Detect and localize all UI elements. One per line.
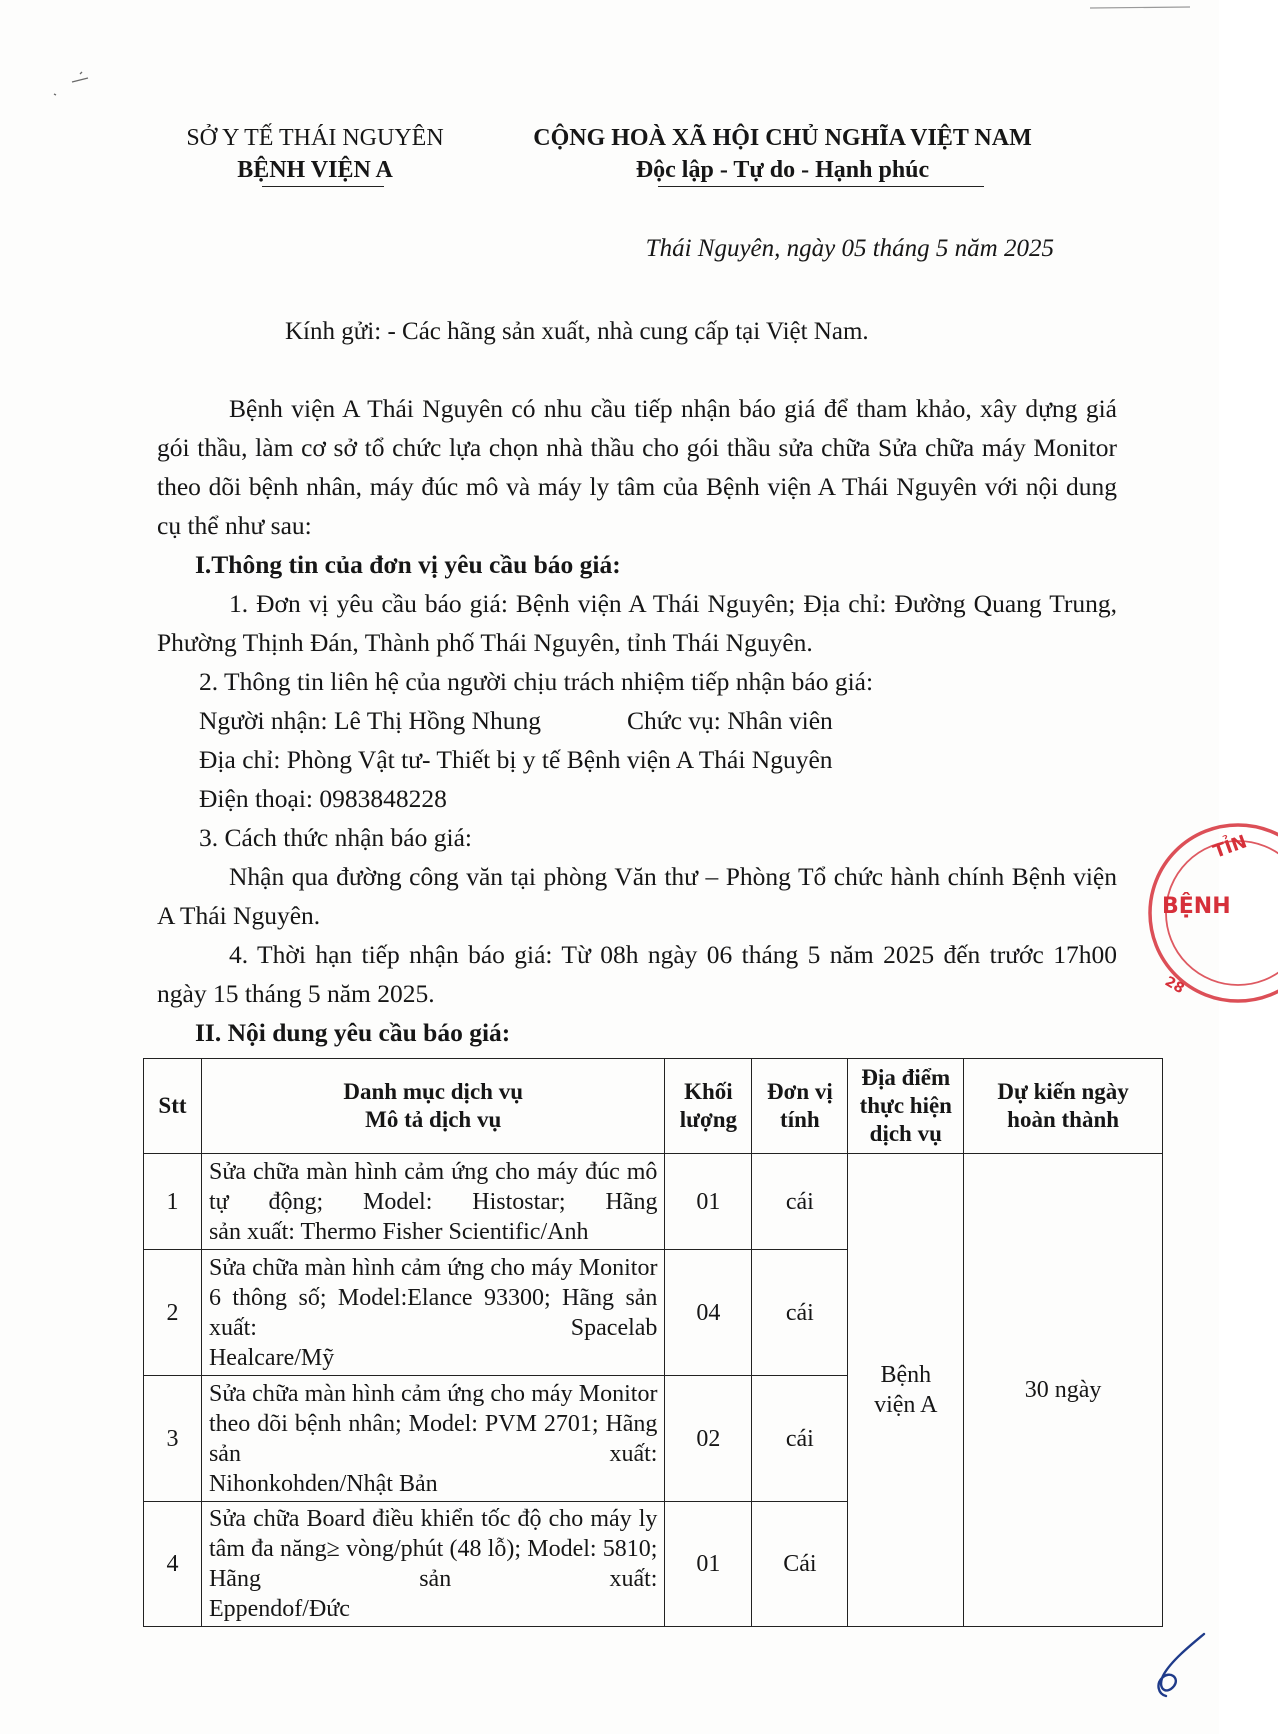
receiver-position: Chức vụ: Nhân viên	[627, 706, 833, 735]
intro-paragraph: Bệnh viện A Thái Nguyên có nhu cầu tiếp nhận báo giá để tham khảo, xây dựng giá gói thầu, làm cơ sở tổ chức lựa chọn nhà thầu cho gói thầu sửa chữa Sửa chữa máy Monitor theo dõi bệnh nhân, máy đúc mô và máy ly tâm của Bệnh viện A Thái Nguyên với nội dung cụ thể như sau:	[157, 394, 1117, 540]
service-table	[143, 1058, 1163, 1627]
header-stt: Stt	[144, 1059, 202, 1154]
org-name-hospital: BỆNH VIỆN A	[237, 157, 393, 183]
date-line: Thái Nguyên, ngày 05 tháng 5 năm 2025	[645, 235, 1054, 262]
row-description: Sửa chữa màn hình cảm ứng cho máy Monitor theo dõi bệnh nhân; Model: PVM 2701; Hãng sản xuất: Nihonkohden/Nhật Bản	[201, 1376, 664, 1502]
receiver-address: Địa chỉ: Phòng Vật tư- Thiết bị y tế Bệnh viện A Thái Nguyên	[199, 745, 833, 774]
recipient-line: Kính gửi: - Các hãng sản xuất, nhà cung cấp tại Việt Nam.	[285, 318, 869, 345]
header-place: Địa điểm thực hiện dịch vụ	[848, 1059, 964, 1154]
row-unit: cái	[752, 1250, 848, 1376]
row-unit: cái	[752, 1154, 848, 1250]
header-unit: Đơn vị tính	[752, 1059, 848, 1154]
receiver-name: Người nhận: Lê Thị Hồng Nhung	[199, 706, 542, 735]
header-completion: Dự kiến ngày hoàn thành	[964, 1059, 1163, 1154]
row-description: Sửa chữa màn hình cảm ứng cho máy Monitor 6 thông số; Model:Elance 93300; Hãng sản xuất: Spacelab Healcare/Mỹ	[201, 1250, 664, 1376]
row-stt: 4	[144, 1502, 202, 1627]
row-quantity: 01	[665, 1502, 752, 1627]
row-quantity: 04	[665, 1250, 752, 1376]
section-1-item-2: 2. Thông tin liên hệ của người chịu trách nhiệm tiếp nhận báo giá:	[199, 667, 874, 696]
row-stt: 1	[144, 1154, 202, 1250]
stamp-text-top: TỈN	[1210, 831, 1250, 863]
row-unit: Cái	[752, 1502, 848, 1627]
contact-row	[157, 701, 1117, 740]
section-2-title: II. Nội dung yêu cầu báo giá:	[195, 1018, 511, 1047]
motto-underline	[658, 186, 984, 187]
section-1-item-3: 3. Cách thức nhận báo giá:	[199, 823, 472, 852]
section-1-title: I.Thông tin của đơn vị yêu cầu báo giá:	[195, 550, 621, 579]
place-cell: Bệnh viện A	[848, 1154, 964, 1627]
receiver-phone: Điện thoại: 0983848228	[199, 784, 447, 813]
row-description: Sửa chữa Board điều khiển tốc độ cho máy ly tâm đa năng≥ vòng/phút (48 lỗ); Model: 5810; Hãng sản xuất: Eppendof/Đức	[201, 1502, 664, 1627]
row-unit: cái	[752, 1376, 848, 1502]
row-stt: 3	[144, 1376, 202, 1502]
org-underline	[262, 186, 384, 187]
row-description: Sửa chữa màn hình cảm ứng cho máy đúc mô tự động; Model: Histostar; Hãng sản xuất: Thermo Fisher Scientific/Anh	[201, 1154, 664, 1250]
header-quantity: Khối lượng	[665, 1059, 752, 1154]
row-quantity: 02	[665, 1376, 752, 1502]
scan-mark-left	[50, 68, 110, 98]
scan-mark-top	[1090, 6, 1190, 10]
section-1-item-4: 4. Thời hạn tiếp nhận báo giá: Từ 08h ngày 06 tháng 5 năm 2025 đến trước 17h00 ngày 15 tháng 5 năm 2025.	[157, 940, 1117, 1008]
nation-header	[510, 122, 1055, 186]
nation-title: CỘNG HOÀ XÃ HỘI CHỦ NGHĨA VIỆT NAM	[533, 125, 1032, 151]
stamp-text-bottom: 28	[1162, 973, 1187, 998]
org-name-ministry: SỞ Y TẾ THÁI NGUYÊN	[186, 125, 444, 151]
row-quantity: 01	[665, 1154, 752, 1250]
org-header	[170, 122, 460, 186]
initial-signature	[1148, 1630, 1208, 1700]
table-row	[144, 1154, 1163, 1250]
nation-motto: Độc lập - Tự do - Hạnh phúc	[635, 157, 930, 183]
section-1-item-1: 1. Đơn vị yêu cầu báo giá: Bệnh viện A Thái Nguyên; Địa chỉ: Đường Quang Trung, Phường Thịnh Đán, Thành phố Thái Nguyên, tỉnh Thái Nguyên.	[157, 589, 1117, 657]
stamp-text-mid: BỆNH	[1162, 894, 1231, 919]
header-service: Danh mục dịch vụ Mô tả dịch vụ	[201, 1059, 664, 1154]
letter-body	[157, 389, 1117, 1052]
table-header-row	[144, 1059, 1163, 1154]
completion-cell: 30 ngày	[964, 1154, 1163, 1627]
red-seal-stamp	[1128, 818, 1278, 1008]
section-1-item-3-detail: Nhận qua đường công văn tại phòng Văn thư – Phòng Tổ chức hành chính Bệnh viện A Thái Nguyên.	[157, 862, 1117, 930]
row-stt: 2	[144, 1250, 202, 1376]
